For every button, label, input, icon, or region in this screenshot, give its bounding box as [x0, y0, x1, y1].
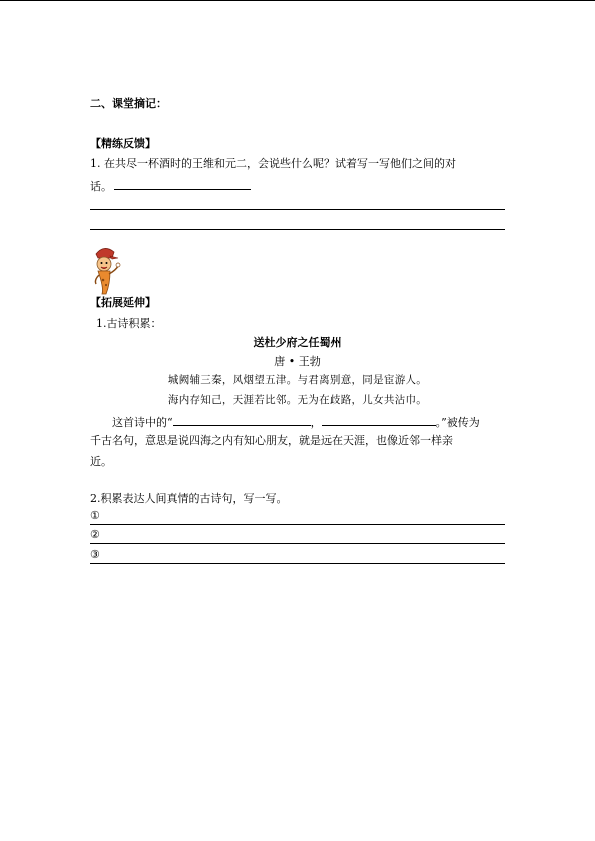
extension-heading: 【拓展延伸】 [90, 296, 156, 309]
fill-comma: ， [310, 416, 322, 429]
circled-number-3: ③ [90, 548, 100, 561]
answer-blank-inline[interactable] [114, 178, 251, 190]
fill-suffix: 。”被传为 [435, 416, 480, 429]
practice-heading: 【精练反馈】 [90, 137, 156, 150]
answer-line-2[interactable] [90, 229, 505, 230]
page-top-border [0, 0, 595, 1]
poem-blank-2[interactable] [322, 414, 436, 426]
practice-question-1-line-1: 1. 在共尽一杯酒时的王维和元二，会说些什么呢？试着写一写他们之间的对 [90, 157, 456, 170]
fill-in-sentence-line-2: 千古名句，意思是说四海之内有知心朋友，就是远在天涯，也像近邻一样亲 [90, 434, 453, 447]
circled-number-1: ① [90, 509, 100, 522]
poem-line-1: 城阙辅三秦，风烟望五津。与君离别意，同是宦游人。 [167, 374, 428, 386]
fill-in-sentence-line-1 [112, 414, 480, 430]
poem-answer-row-2[interactable] [90, 529, 505, 544]
poem-blank-1[interactable] [173, 414, 311, 426]
section-title: 二、课堂摘记： [90, 97, 167, 110]
cartoon-mascot-icon [88, 244, 122, 296]
fill-prefix: 这首诗中的“ [112, 416, 173, 429]
poem-author: 唐 • 王勃 [274, 355, 321, 368]
practice-question-1-line-2 [90, 178, 251, 194]
practice-question-1-line-2-text: 话。 [90, 180, 112, 193]
poem-title: 送杜少府之任蜀州 [253, 336, 342, 349]
extension-question-2-label: 2.积累表达人间真情的古诗句，写一写。 [90, 492, 288, 505]
poem-answer-row-3[interactable] [90, 549, 505, 564]
poem-line-2: 海内存知己，天涯若比邻。无为在歧路，儿女共沾巾。 [167, 394, 428, 406]
fill-in-sentence-line-3: 近。 [90, 455, 112, 468]
poem-answer-row-1[interactable] [90, 510, 505, 525]
circled-number-2: ② [90, 528, 100, 541]
answer-line-1[interactable] [90, 209, 505, 210]
extension-question-1-label: 1.古诗积累： [96, 317, 162, 330]
